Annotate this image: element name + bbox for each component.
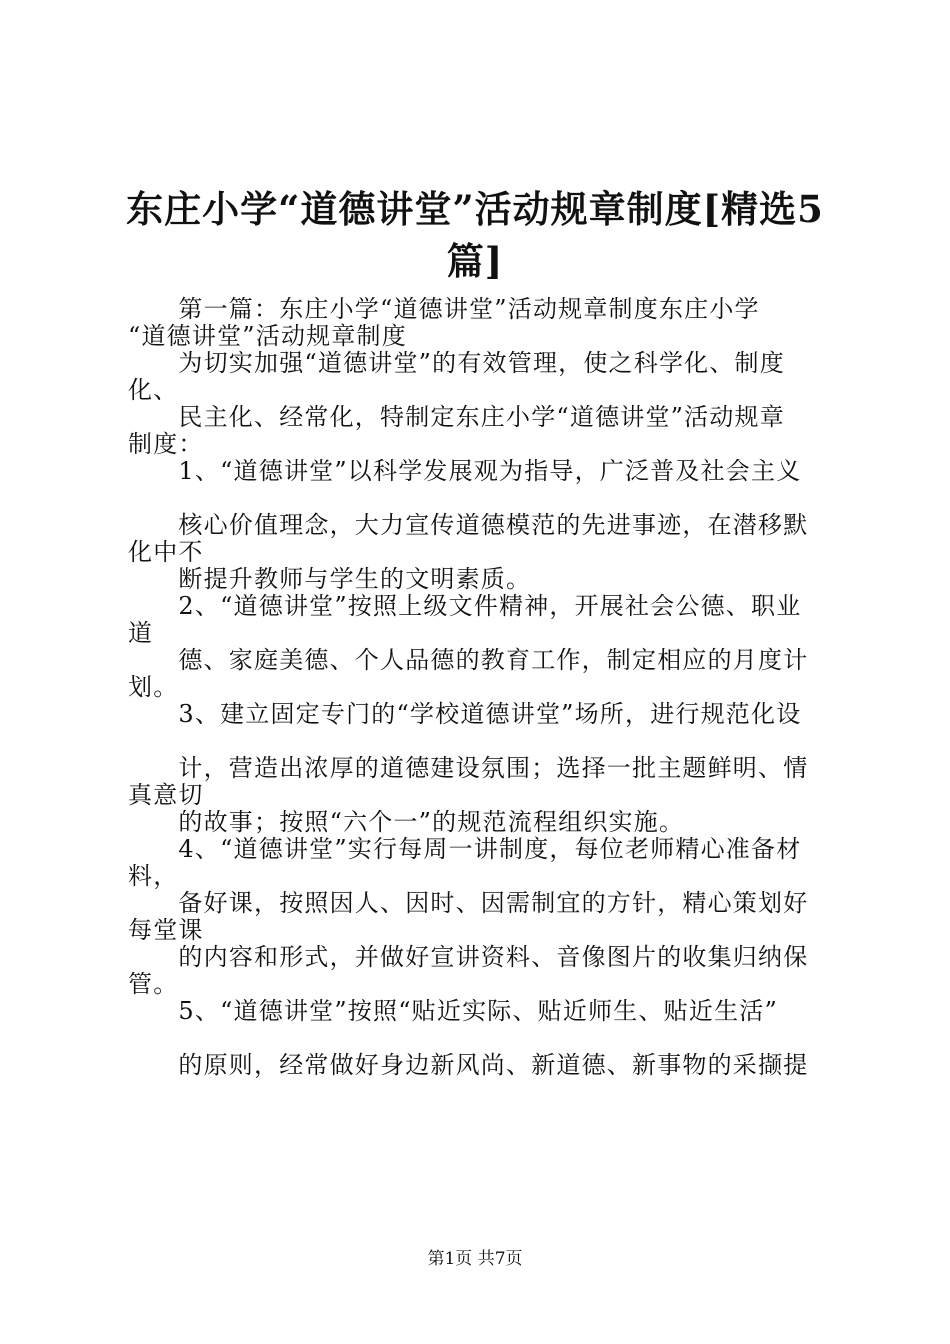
text-line: 计，营造出浓厚的道德建设氛围；选择一批主题鲜明、情 xyxy=(128,754,809,782)
text-line: 5、“道德讲堂”按照“贴近实际、贴近师生、贴近生活” xyxy=(128,997,778,1025)
text-line: 化、 xyxy=(128,376,179,404)
text-line: “道德讲堂”活动规章制度 xyxy=(128,322,407,350)
text-line: 为切实加强“道德讲堂”的有效管理，使之科学化、制度 xyxy=(128,349,785,377)
text-line: 4、“道德讲堂”实行每周一讲制度，每位老师精心准备材 xyxy=(128,835,802,863)
text-line: 德、家庭美德、个人品德的教育工作，制定相应的月度计 xyxy=(128,646,809,674)
text-line: 备好课，按照因人、因时、因需制宜的方针，精心策划好 xyxy=(128,889,809,917)
text-line: 3、建立固定专门的“学校道德讲堂”场所，进行规范化设 xyxy=(128,700,802,728)
text-line: 化中不 xyxy=(128,538,204,566)
text-line: 制度： xyxy=(128,430,204,458)
blank-line xyxy=(128,485,834,512)
text-line: 道 xyxy=(128,619,154,647)
text-line: 核心价值理念，大力宣传道德模范的先进事迹，在潜移默 xyxy=(128,511,809,539)
text-line: 第一篇：东庄小学“道德讲堂”活动规章制度东庄小学 xyxy=(128,295,760,323)
page-footer: 第1页 共7页 xyxy=(427,1249,523,1269)
text-line: 的故事；按照“六个一”的规范流程组织实施。 xyxy=(128,808,685,836)
text-line: 断提升教师与学生的文明素质。 xyxy=(128,565,532,593)
text-line: 料， xyxy=(128,862,179,890)
document-title xyxy=(110,183,840,287)
blank-line xyxy=(128,1025,834,1052)
title-line: 篇] xyxy=(446,239,504,283)
text-line: 的原则，经常做好身边新风尚、新道德、新事物的采撷提 xyxy=(128,1051,809,1079)
text-line: 每堂课 xyxy=(128,916,204,944)
document-body xyxy=(128,296,834,1079)
text-line: 划。 xyxy=(128,673,179,701)
text-line: 真意切 xyxy=(128,781,204,809)
text-line: 管。 xyxy=(128,970,179,998)
text-line: 民主化、经常化，特制定东庄小学“道德讲堂”活动规章 xyxy=(128,403,785,431)
title-line: 东庄小学“道德讲堂”活动规章制度[精选5 xyxy=(126,187,824,231)
text-line: 的内容和形式，并做好宣讲资料、音像图片的收集归纳保 xyxy=(128,943,809,971)
text-line: 1、“道德讲堂”以科学发展观为指导，广泛普及社会主义 xyxy=(128,457,802,485)
text-line: 2、“道德讲堂”按照上级文件精神，开展社会公德、职业 xyxy=(128,592,802,620)
blank-line xyxy=(128,728,834,755)
